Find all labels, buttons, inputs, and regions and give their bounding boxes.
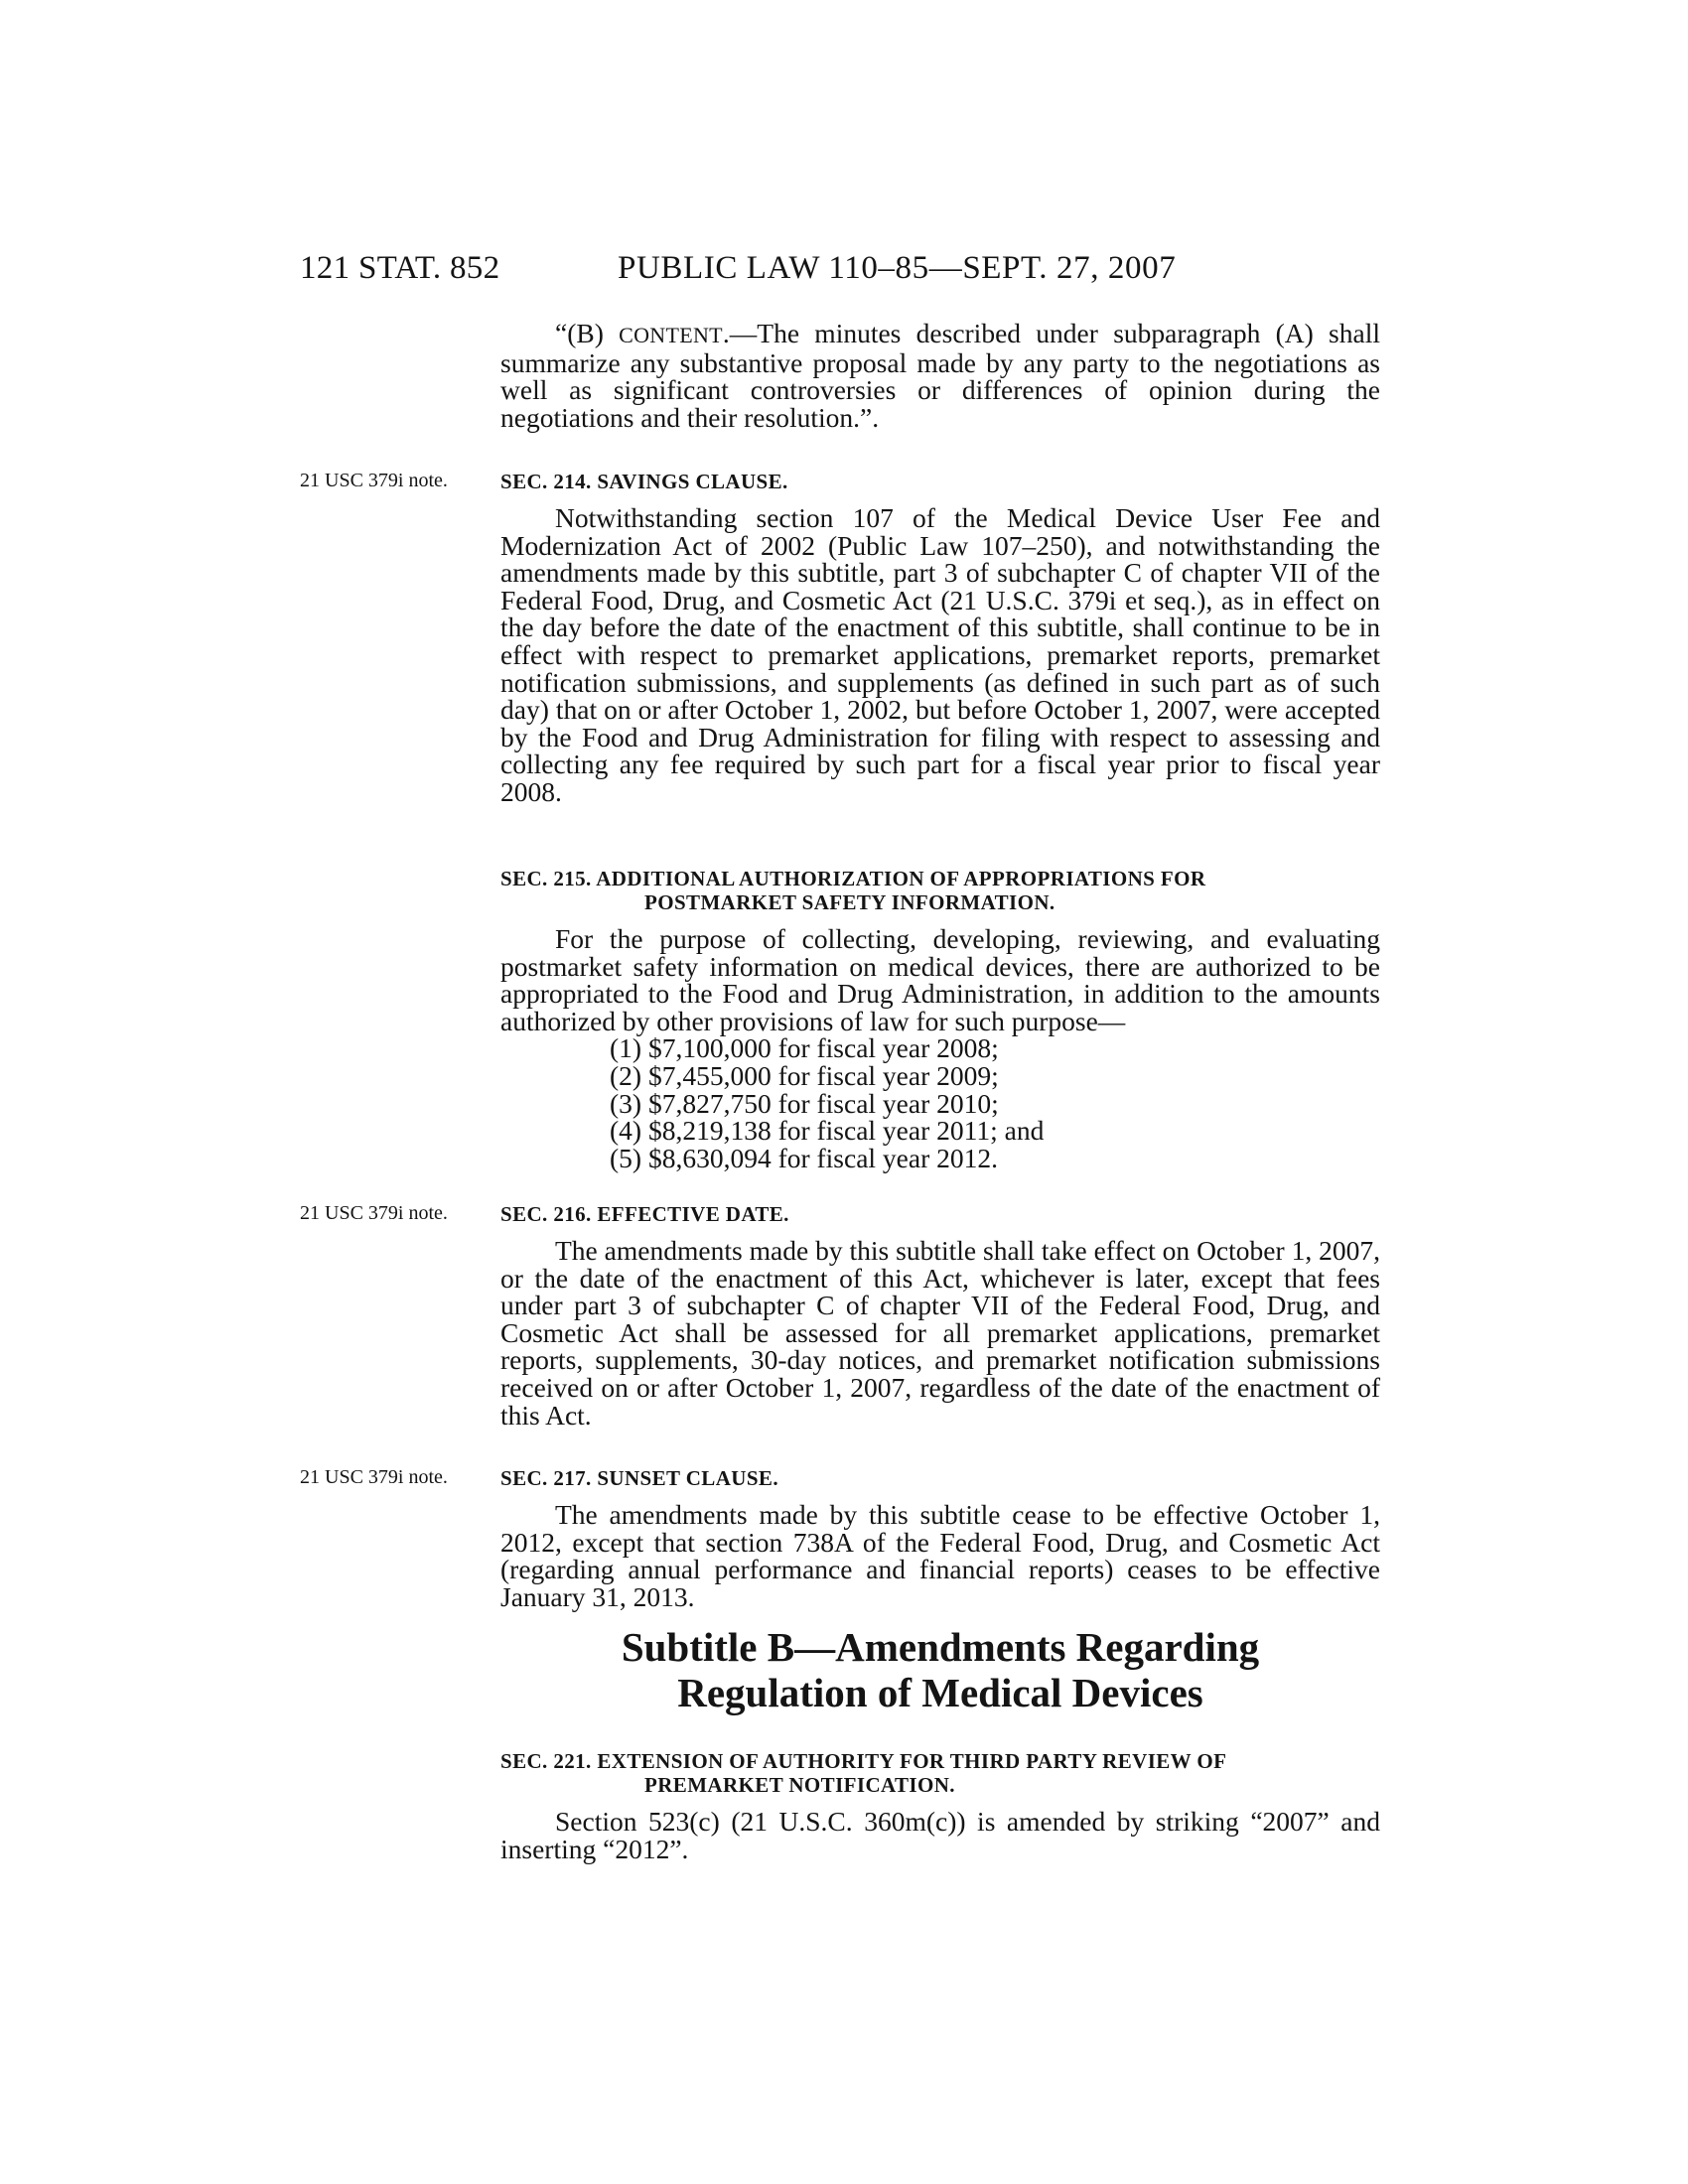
section-214-text: Notwithstanding section 107 of the Medical Device User Fee and Modernization Act of 2002 (Public Law 107–250), and notwithstanding the amendments made by this subtitle, part 3 of subchapter C of chapter VII of the Federal Food, Drug, and Cosmetic Act (21 U.S.C. 379i et seq.), as in effect on the day before the date of the enactment of this subtitle, shall continue to be in effect with respect to premarket applications, premarket reports, premarket notification submissions, and supplements (as defined in such part as of such day) that on or after October 1, 2002, but before October 1, 2007, were accepted by the Food and Drug Administration for filing with respect to assessing and collecting any fee required by such part for a fiscal year prior to fiscal year 2008. xyxy=(500,502,1380,807)
section-221 xyxy=(500,1749,1380,1862)
content-b-text: .—The minutes described under subparagraph (A) shall summarize any substantive proposal made by any party to the negotiations as well as significant controversies or differences of opinion during the negotiations and their resolution.”. xyxy=(500,318,1380,433)
subtitle-heading xyxy=(500,1624,1380,1715)
appropriation-item: (5) $8,630,094 for fiscal year 2012. xyxy=(610,1142,999,1173)
section-221-heading-line2: PREMARKET NOTIFICATION. xyxy=(644,1773,955,1797)
appropriation-item: (3) $7,827,750 for fiscal year 2010; xyxy=(610,1087,999,1119)
section-216-heading: SEC. 216. EFFECTIVE DATE. xyxy=(500,1202,789,1226)
section-216 xyxy=(500,1202,1380,1429)
section-214-heading: SEC. 214. SAVINGS CLAUSE. xyxy=(500,470,788,493)
subtitle-line2: Regulation of Medical Devices xyxy=(677,1670,1203,1715)
section-214 xyxy=(500,470,1380,806)
page-law-title: PUBLIC LAW 110–85—SEPT. 27, 2007 xyxy=(618,250,1177,286)
margin-note-sec-216: 21 USC 379i note. xyxy=(300,1202,448,1224)
section-215-heading xyxy=(500,867,1380,914)
appropriation-item: (1) $7,100,000 for fiscal year 2008; xyxy=(610,1032,999,1064)
section-215-heading-line2: POSTMARKET SAFETY INFORMATION. xyxy=(644,890,1055,914)
section-217-heading: SEC. 217. SUNSET CLAUSE. xyxy=(500,1466,778,1490)
page-stat-citation: 121 STAT. 852 xyxy=(300,250,500,286)
section-221-heading xyxy=(500,1749,1380,1797)
section-215-text: For the purpose of collecting, developing, reviewing, and evaluating postmarket safety information on medical devices, there are authorized to be appropriated to the Food and Drug Administration, in addition to the amounts authorized by other provisions of law for such purpose— xyxy=(500,923,1380,1036)
content-b-lead: “(B) xyxy=(555,318,620,348)
subtitle-line1: Subtitle B—Amendments Regarding xyxy=(621,1624,1260,1670)
section-221-heading-line1: SEC. 221. EXTENSION OF AUTHORITY FOR THIRD PARTY REVIEW OF xyxy=(500,1749,1227,1773)
content-b-paragraph xyxy=(500,320,1380,431)
appropriation-item: (4) $8,219,138 for fiscal year 2011; and xyxy=(610,1115,1045,1147)
section-216-text: The amendments made by this subtitle shall take effect on October 1, 2007, or the date of the enactment of this Act, whichever is later, except that fees under part 3 of subchapter C of chapter VII of the Federal Food, Drug, and Cosmetic Act shall be assessed for all premarket applications, premarket reports, supplements, 30-day notices, and premarket notification submissions received on or after October 1, 2007, regardless of the date of the enactment of this Act. xyxy=(500,1235,1380,1431)
margin-note-sec-217: 21 USC 379i note. xyxy=(300,1466,448,1488)
section-217 xyxy=(500,1466,1380,1610)
content-b-block xyxy=(500,320,1380,431)
section-221-text: Section 523(c) (21 U.S.C. 360m(c)) is amended by striking “2007” and inserting “2012”. xyxy=(500,1806,1380,1864)
section-215 xyxy=(500,867,1380,1171)
section-215-heading-line1: SEC. 215. ADDITIONAL AUTHORIZATION OF APPROPRIATIONS FOR xyxy=(500,867,1206,890)
margin-note-sec-214: 21 USC 379i note. xyxy=(300,470,448,491)
content-b-label: CONTENT xyxy=(619,323,723,347)
appropriations-list xyxy=(500,1034,1380,1171)
appropriation-item: (2) $7,455,000 for fiscal year 2009; xyxy=(610,1059,999,1091)
section-217-text: The amendments made by this subtitle cease to be effective October 1, 2012, except that section 738A of the Federal Food, Drug, and Cosmetic Act (regarding annual performance and financial reports) ceases to be effective January 31, 2013. xyxy=(500,1499,1380,1612)
